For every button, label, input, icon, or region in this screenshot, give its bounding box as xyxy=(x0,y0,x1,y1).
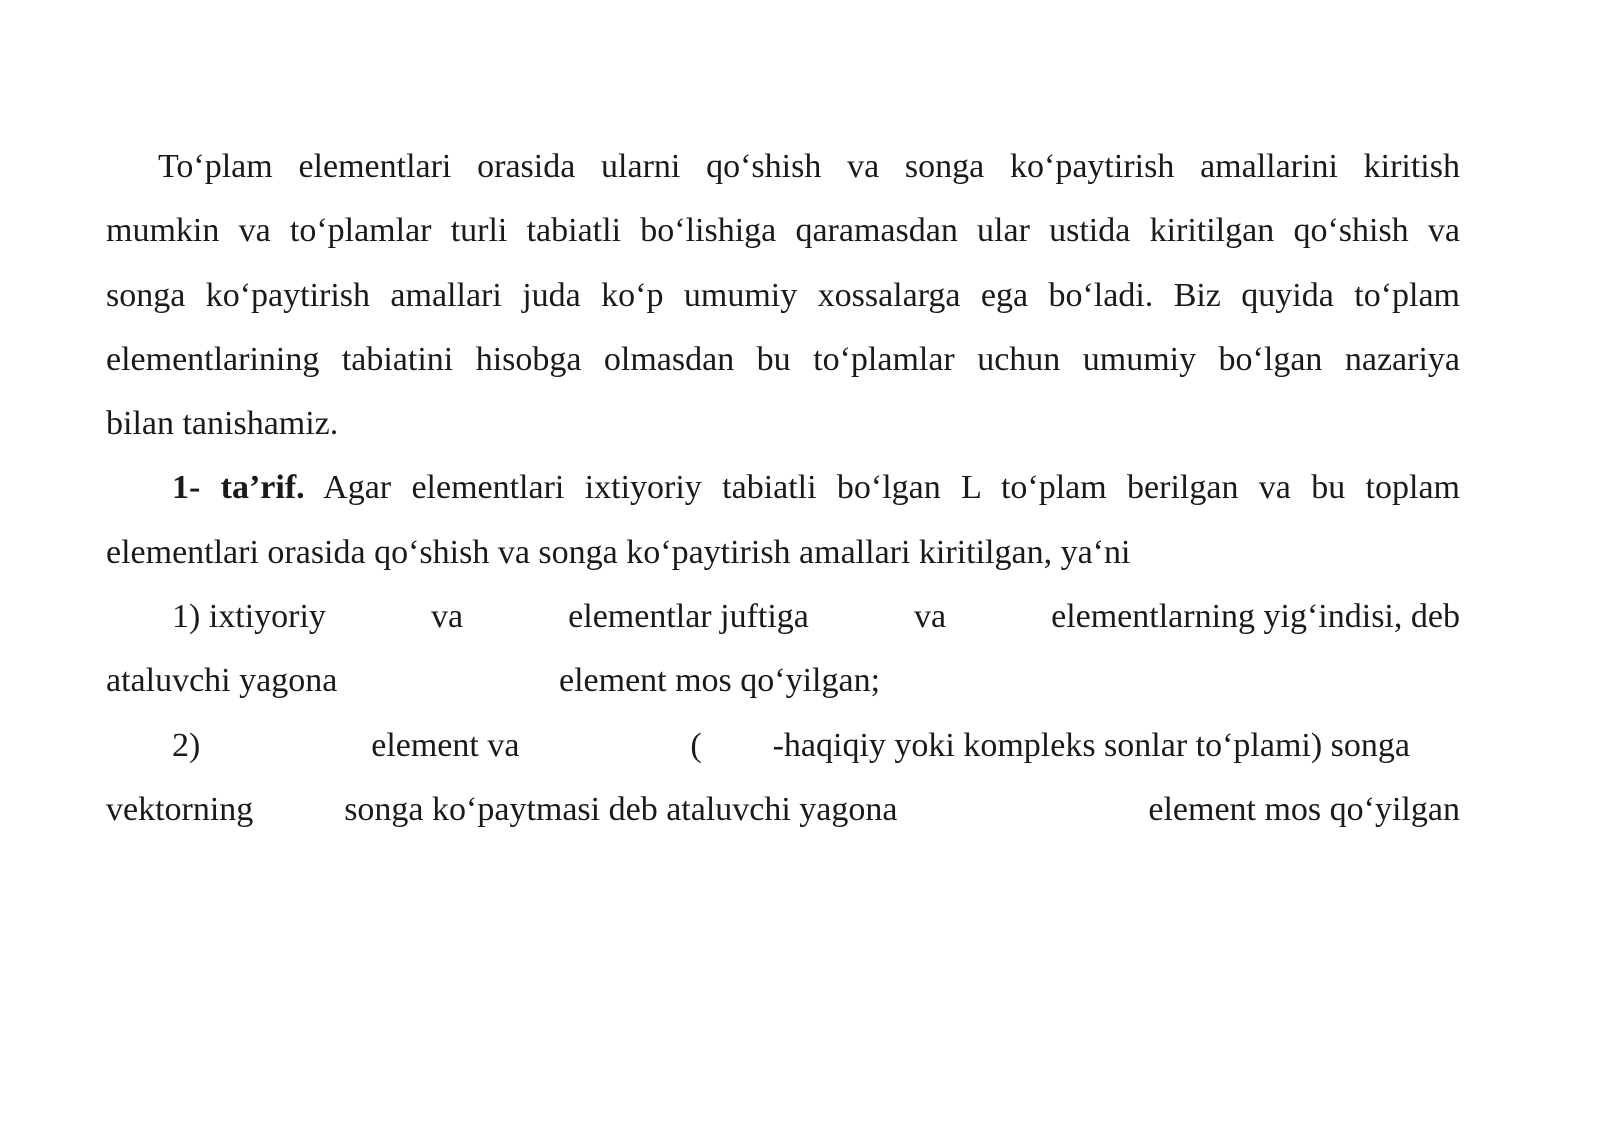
paragraph1-line-1: To‘plam elementlari orasida ularni qo‘shish va songa ko‘paytirish amallarini kiritish xyxy=(158,148,1460,185)
item2-line2-seg-2: songa ko‘paytmasi deb ataluvchi yagona xyxy=(344,790,898,828)
item1-seg-3: elementlar juftiga xyxy=(568,598,809,636)
item1-seg-1: 1) ixtiyoriy xyxy=(172,598,326,636)
definition-line-1-text: Agar elementlari ixtiyoriy tabiatli bo‘lgan L to‘plam berilgan va bu toplam xyxy=(304,469,1460,507)
item2-seg-2: element va xyxy=(371,726,520,764)
item2-line-1 xyxy=(106,714,1460,778)
paragraph1-line-5: bilan tanishamiz. xyxy=(106,405,339,443)
item1-line-2 xyxy=(106,649,1460,713)
item1-line2-seg-1: ataluvchi yagona xyxy=(106,662,338,700)
paragraph1-line-4: elementlarining tabiatini hisobga olmasdan bu to‘plamlar uchun umumiy bo‘lgan nazariya xyxy=(106,340,1460,378)
item2-line2-seg-3: element mos qo‘yilgan xyxy=(1148,790,1460,828)
definition-line-2: elementlari orasida qo‘shish va songa ko‘paytirish amallari kiritilgan, ya‘ni xyxy=(106,533,1131,571)
item1-line2-seg-2: element mos qo‘yilgan; xyxy=(559,662,881,700)
paragraph1-line-2: mumkin va to‘plamlar turli tabiatli bo‘lishiga qaramasdan ular ustida kiritilgan qo‘shish va xyxy=(106,212,1460,250)
item2-seg-3: ( xyxy=(690,726,702,764)
item2-seg-4: -haqiqiy yoki kompleks sonlar to‘plami) songa xyxy=(772,726,1410,764)
item1-seg-5: elementlarning yig‘indisi, deb xyxy=(1051,598,1460,636)
item1-seg-4: va xyxy=(913,598,947,636)
item1-seg-2: va xyxy=(431,598,464,636)
item2-line2-seg-1: vektorning xyxy=(106,790,254,828)
paragraph1-line-3: songa ko‘paytirish amallari juda ko‘p umumiy xossalarga ega bo‘ladi. Biz quyida to‘plam xyxy=(106,276,1460,314)
definition-line-1 xyxy=(106,456,1460,520)
document-body xyxy=(106,135,1460,842)
item2-seg-1: 2) xyxy=(172,726,201,764)
definition-label: 1- ta’rif. xyxy=(172,469,305,507)
item1-line-1 xyxy=(106,585,1460,649)
item2-line-2 xyxy=(106,778,1460,842)
